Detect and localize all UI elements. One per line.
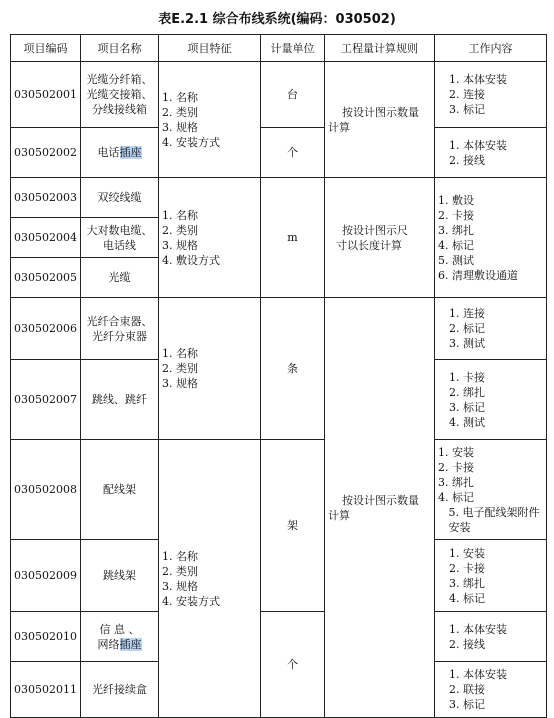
header-code: 项目编码 xyxy=(11,35,81,62)
wiring-spec-table xyxy=(10,34,547,718)
item-code: 030502005 xyxy=(11,258,81,298)
work-content: 1. 卡接 2. 绑扎 3. 标记 4. 测试 xyxy=(435,360,547,440)
work-content: 1. 本体安装 2. 接线 xyxy=(435,128,547,178)
calc-rule: 按设计图示数量 计算 xyxy=(325,298,435,718)
table-row xyxy=(11,62,547,128)
work-content: 1. 本体安装 2. 接线 xyxy=(435,612,547,662)
item-features: 1. 名称 2. 类别 3. 规格 4. 安装方式 xyxy=(159,62,261,178)
header-features: 项目特征 xyxy=(159,35,261,62)
work-content: 1. 敷设 2. 卡接 3. 绑扎 4. 标记 5. 测试 6. 清理敷设通道 xyxy=(435,178,547,298)
work-content: 1. 连接 2. 标记 3. 测试 xyxy=(435,298,547,360)
item-name: 信 息 、 网络插座 xyxy=(81,612,159,662)
item-name: 光纤合束器、 光纤分束器 xyxy=(81,298,159,360)
item-name: 光纤接续盒 xyxy=(81,662,159,718)
header-rule: 工程量计算规则 xyxy=(325,35,435,62)
item-code: 030502008 xyxy=(11,440,81,540)
item-features: 1. 名称 2. 类别 3. 规格 4. 安装方式 xyxy=(159,440,261,718)
table-row xyxy=(11,440,547,540)
item-code: 030502003 xyxy=(11,178,81,218)
item-code: 030502002 xyxy=(11,128,81,178)
table-row xyxy=(11,612,547,662)
unit: m xyxy=(261,178,325,298)
item-code: 030502010 xyxy=(11,612,81,662)
item-name: 光缆 xyxy=(81,258,159,298)
item-code: 030502007 xyxy=(11,360,81,440)
item-name: 大对数电缆、 电话线 xyxy=(81,218,159,258)
item-code: 030502011 xyxy=(11,662,81,718)
table-row xyxy=(11,128,547,178)
highlighted-text: 插座 xyxy=(119,637,142,651)
item-code: 030502001 xyxy=(11,62,81,128)
item-name: 跳线架 xyxy=(81,540,159,612)
unit: 个 xyxy=(261,612,325,718)
item-name: 跳线、跳纤 xyxy=(81,360,159,440)
header-unit: 计量单位 xyxy=(261,35,325,62)
item-features: 1. 名称 2. 类别 3. 规格 4. 敷设方式 xyxy=(159,178,261,298)
work-content: 1. 本体安装 2. 连接 3. 标记 xyxy=(435,62,547,128)
unit: 条 xyxy=(261,298,325,440)
item-code: 030502004 xyxy=(11,218,81,258)
item-name: 电话插座 xyxy=(81,128,159,178)
table-title: 表E.2.1 综合布线系统(编码：030502) xyxy=(158,12,396,27)
highlighted-text: 插座 xyxy=(119,146,142,159)
unit: 台 xyxy=(261,62,325,128)
header-row xyxy=(11,35,547,62)
item-name: 配线架 xyxy=(81,440,159,540)
work-content: 1. 安装 2. 卡接 3. 绑扎 4. 标记 5. 电子配线架附件 安装 xyxy=(435,440,547,540)
item-code: 030502006 xyxy=(11,298,81,360)
unit: 架 xyxy=(261,440,325,612)
work-content: 1. 本体安装 2. 联接 3. 标记 xyxy=(435,662,547,718)
table-row xyxy=(11,298,547,360)
work-content: 1. 安装 2. 卡接 3. 绑扎 4. 标记 xyxy=(435,540,547,612)
calc-rule: 按设计图示数量 计算 xyxy=(325,62,435,178)
item-name: 光缆分纤箱、 光缆交接箱、 分线接线箱 xyxy=(81,62,159,128)
calc-rule: 按设计图示尺 寸以长度计算 xyxy=(325,178,435,298)
header-work: 工作内容 xyxy=(435,35,547,62)
unit: 个 xyxy=(261,128,325,178)
table-row xyxy=(11,178,547,218)
item-name: 双绞线缆 xyxy=(81,178,159,218)
item-features: 1. 名称 2. 类别 3. 规格 xyxy=(159,298,261,440)
header-name: 项目名称 xyxy=(81,35,159,62)
item-code: 030502009 xyxy=(11,540,81,612)
